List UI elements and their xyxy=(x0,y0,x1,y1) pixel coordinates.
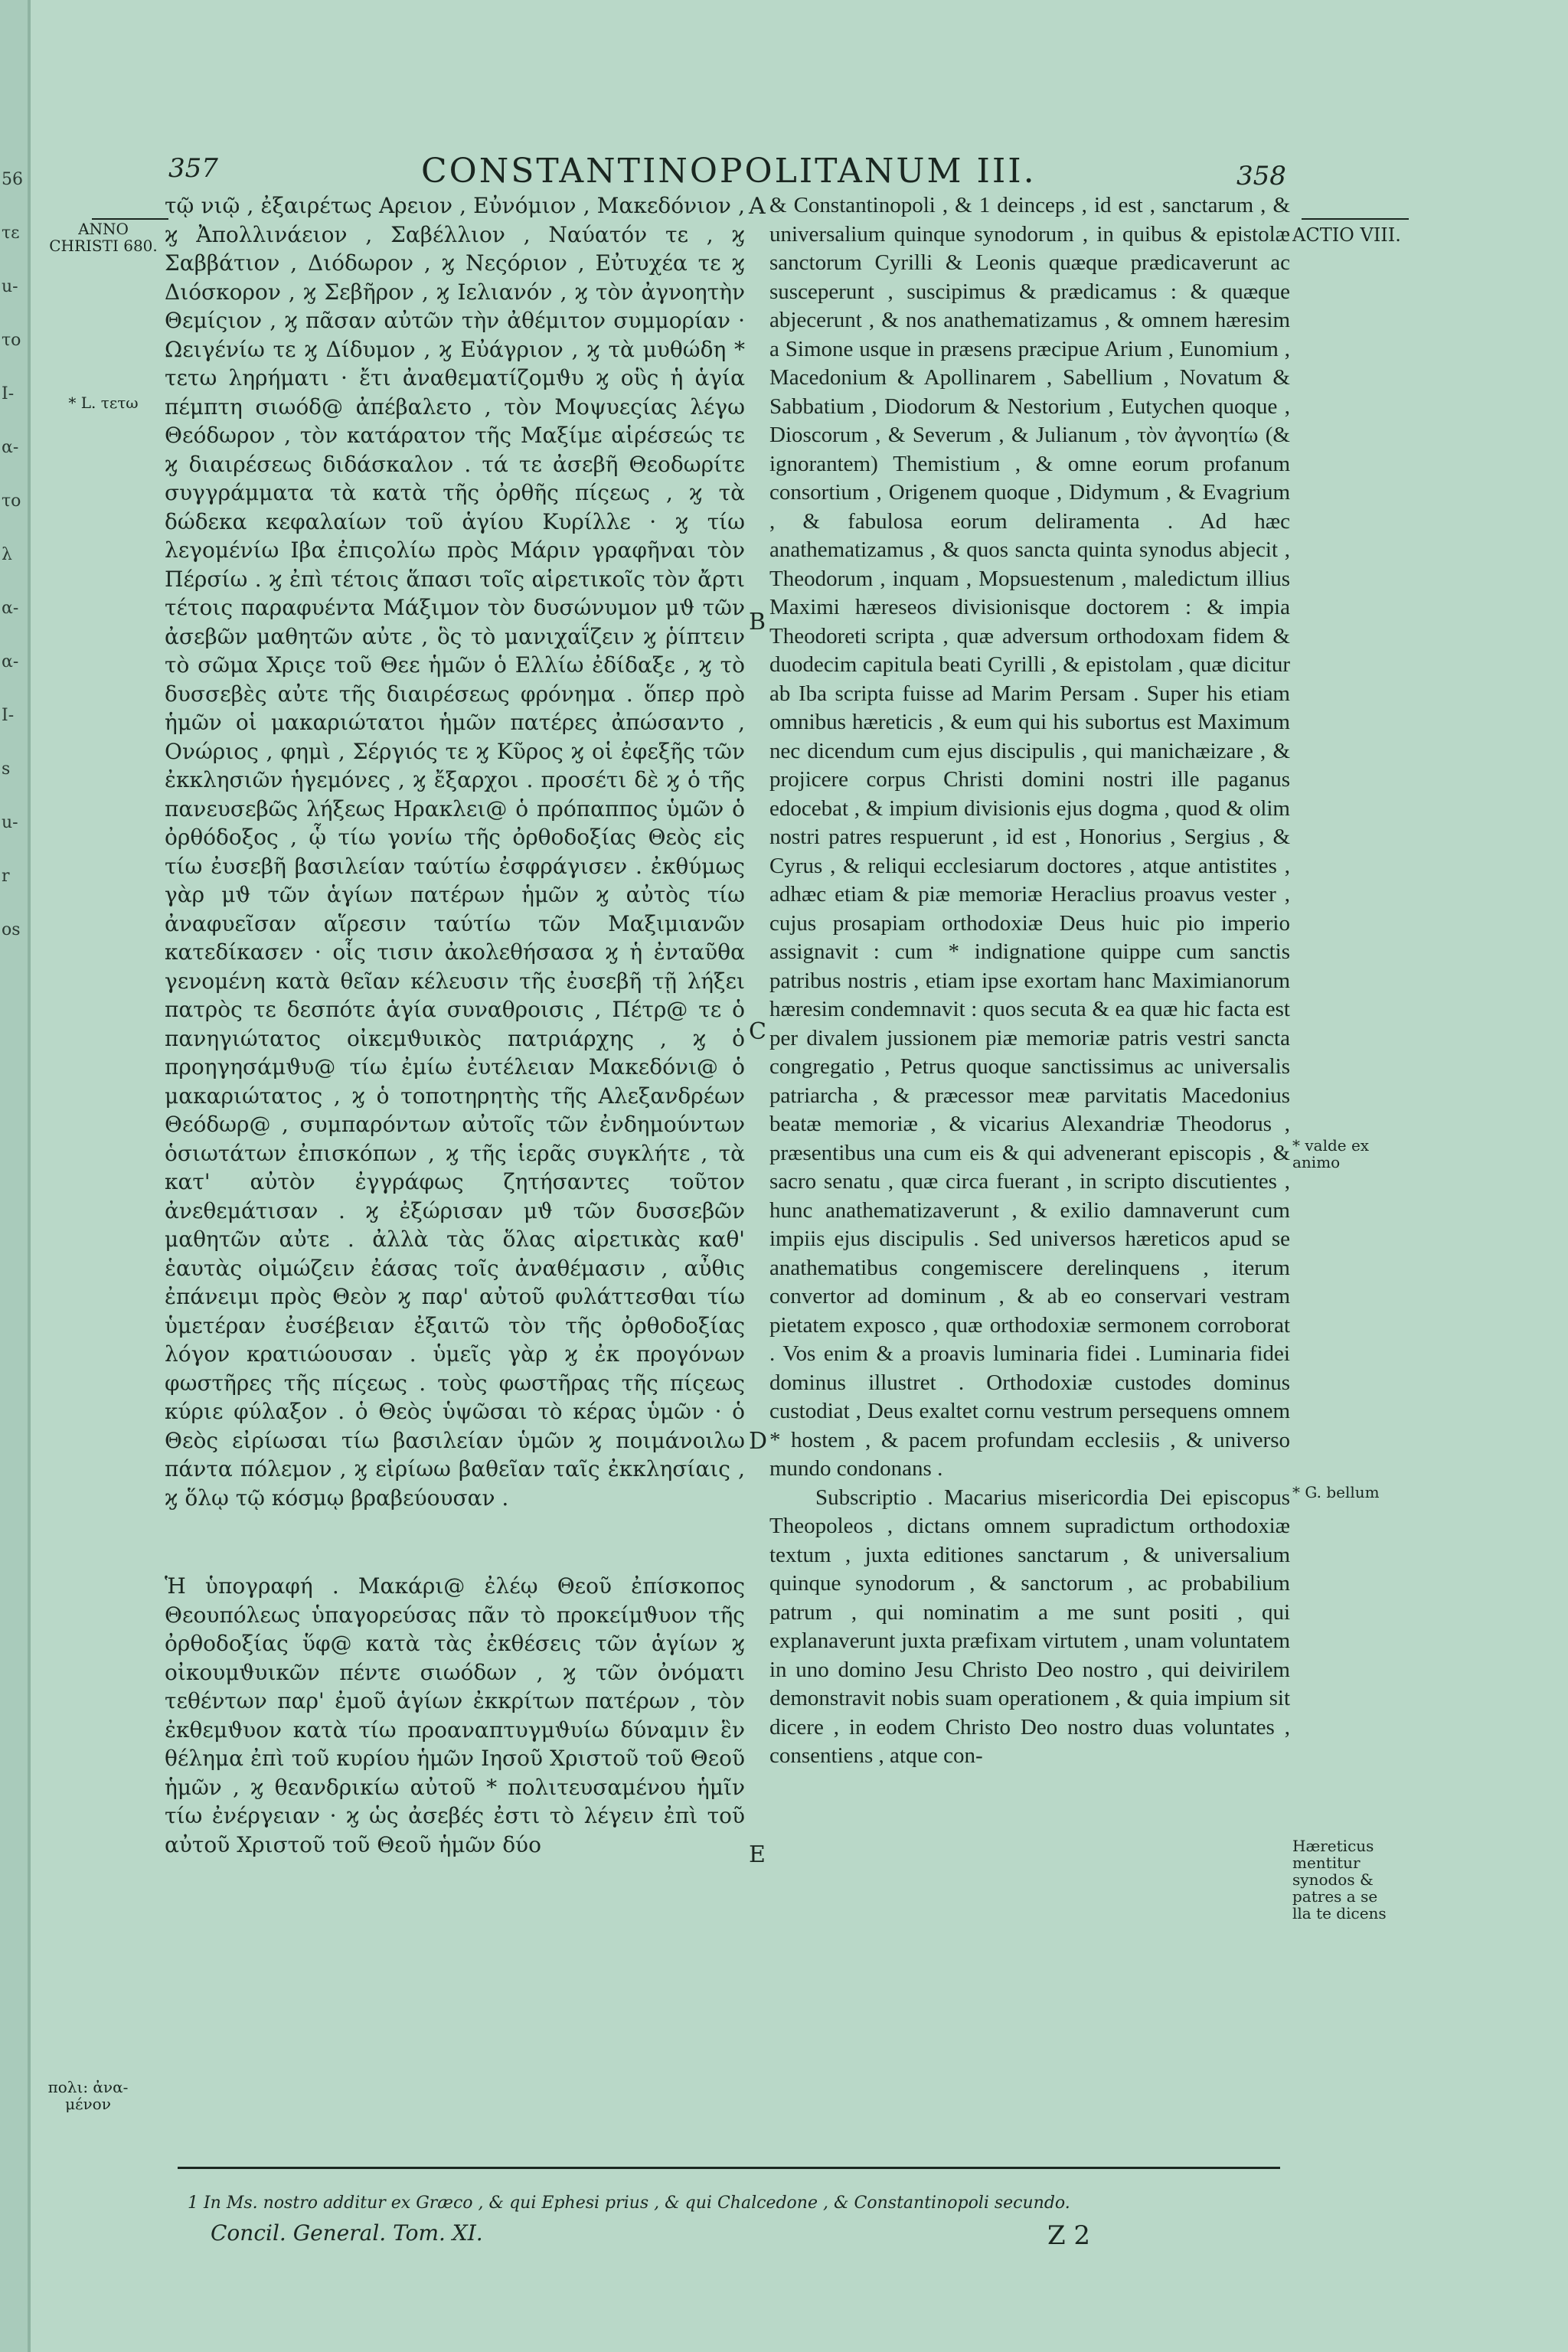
margin-note-greek: πολι: ἀνα-μένον xyxy=(47,2078,129,2113)
margin-note-actio: ACTIO VIII. xyxy=(1292,224,1401,246)
section-letter-e: E xyxy=(749,1841,766,1868)
latin-subscription: Subscriptio . Macarius misericordia Dei episcopus Theopoleos , dictans omnem supradictum orthodoxiæ textum , juxta editiones sanctarum , & universalium quinque synodorum , & sanctorum , ac probabilium patrum , qui nominatim a me sunt positi , qui explanaverunt juxta præfixam virtutem , unam voluntatem in uno domino Jesu Christo Deo nostro , qui deivirilem demonstravit nobis suam operationem , & quia impium sit dicere , in eodem Christo Deo nostro duas voluntates , consentiens , atque con- xyxy=(769,1485,1290,1768)
latin-body-text: & Constantinopoli , & 1 deinceps , id est , sanctarum , & universalium quinque synodorum , in quibus & epistolæ sanctorum Cyrilli & Leonis quæque prædicaverunt ac susceperunt , suscipimus & prædicamus : & quæque abjecerunt , & nos anathematizamus , & omnem hæresim a Simone usque in præsens præcipue Arium , Eunomium , Macedonium & Apollinarem , Sabellium , Novatum & Sabbatium , Diodorum & Nestorium , Eutychen quoque , Dioscorum , & Severum , & Julianum , τὸν ἀγνοητίω (& ignorantem) Themistium , & omne eorum profanum consortium , Origenem quoque , Didymum , & Evagrium , & fabulosa eorum deliramenta . Ad hæc anathematizamus , & quos sancta quinta synodus abjecit , Theodorum , inquam , Mopsuestenum , maledictum illius Maximi hæreseos divisionisque doctorem : & impia Theodoreti scripta , quæ adversum orthodoxam fidem & duodecim capitula beati Cyrilli , & epistolam , quæ dicitur ab Iba scripta fuisse ad Marim Persam . Super his etiam omnibus hæreticis , & eum qui his subortus est Maximum nec dicendum cum ejus discipulis , qui manichæizare , & projicere corpus Christi domini nostri ille paganus edocebat , & impium divisionis ejus dogma , quod & olim nostri patres respuerunt , id est , Honorius , Sergius , & Cyrus , & reliqui ecclesiarum doctores , atque antistites , adhæc etiam & piæ memoriæ Heraclius proavus vester , cujus prosapiam orthodoxiæ Deus huic pio imperio assignavit : cum * indignatione quippe cum sanctis patribus nostris , etiam ipse exortam hanc Maximianorum hæresim condemnavit : quos secuta & ea quæ hic facta est per divalem jussionem piæ memoriæ patris vestri sancta congregatio , Petrus quoque sanctissimus ac universalis patriarcha , & præcessor meæ parvitatis Macedonius beatæ memoriæ , & vicarius Alexandriæ Theodorus , præsentibus una cum eis & qui advenerant episcopis , & sacro senatu , quæ circa fuerant , in scripto discutientes , hunc anathematizaverunt , & exilio damnaverunt cum impiis ejus discipulis . Sed universos hæreticos apud se anathematibus congemiscere derelinquens , iterum convertor ad dominum , & ab eo conservari vestram pietatem exposco , quæ orthodoxiæ sermonem corroborat . Vos enim & a proavis luminaria fidei . Luminaria fidei dominus illustret . Orthodoxiæ custodes dominus custodiat , Deus exaltet cornu vestrum persequens omnem * hostem , & pacem profundam ecclesiis , & universo mundo condonans . xyxy=(769,193,1290,1481)
latin-column xyxy=(769,191,1290,1771)
footnote: 1 In Ms. nostro additur ex Græco , & qui Ephesi prius , & qui Chalcedone , & Constantinopoli secundo. xyxy=(188,2194,1070,2213)
section-letter-d: D xyxy=(749,1428,768,1455)
greek-body-text: τῷ νιῷ , ἐξαιρέτως Αρειον , Εὐνόμιον , Μακεδόνιον , ϗ Ἀπολλινάειον , Σαβέλλιον , Ναύατόν τε , ϗ Σαββάτιον , Διόδωρον , ϗ Νεςόριον , Εὐτυχέα τε ϗ Διόσκορον , ϗ Σεβῆρον , ϗ Ιελιανόν , ϗ τὸν ἀγνοητὴν Θεμίςιον , ϗ πᾶσαν αὐτῶν τὴν ἀθέμιτον συμμορίαν · Ωειγένίω τε ϗ Δίδυμον , ϗ Εὐάγριον , ϗ τὰ μυθώδη * τετω ληρήματι · ἔτι ἀναθεματίζομϑυ ϗ οὓς ἡ ἁγία πέμπτη σιωόδ@ ἀπέβαλετο , τὸν Μοψυεςίας λέγω Θεόδωρον , τὸν κατάρατον τῆς Μαξίμε αἱρέσεώς τε ϗ διαιρέσεως διδάσκαλον . τά τε ἀσεβῆ Θεοδωρίτε συγγράμματα τὰ κατὰ τῆς ὀρθῆς πίςεως , ϗ τὰ δώδεκα κεφαλαίων τοῦ ἁγίου Κυρίλλε · ϗ τίω λεγομένίω Ιβα ἐπιςολίω πρὸς Μάριν γραφῆναι τὸν Πέρσίω . ϗ ἐπὶ τέτοις ἅπασι τοῖς αἱρετικοῖς τὸν ἄρτι τέτοις παραφυέντα Μάξιμον τὸν δυσώνυμον μϑ τῶν ἀσεβῶν μαθητῶν αὐτε , ὃς τὸ μανιχαΐζειν ϗ ῥίπτειν τὸ σῶμα Χριςε τοῦ Θεε ἡμῶν ὁ Ελλίω ἐδίδαξε , ϗ τὸ δυσσεβὲς αὐτε τῆς διαιρέσεως φρόνημα . ὅπερ πρὸ ἡμῶν οἱ μακαριώτατοι ἡμῶν πατέρες ἀπώσαντο , Ονώριος , φημὶ , Σέργιός τε ϗ Κῦρος ϗ οἱ ἐφεξῆς τῶν ἐκκλησιῶν ἡγεμόνες , ϗ ἔξαρχοι . προσέτι δὲ ϗ ὁ τῆς πανευσεβῶς λήξεως Ηρακλει@ ὁ πρόπαππος ὑμῶν ὁ ὀρθόδοξος , ᾧ τίω γονίω τῆς ὀρθοδοξίας Θεὸς εἰς τίω ἐυσεβῆ βασιλείαν ταύτίω ἐσφράγισεν . ἐκθύμως γὰρ μϑ τῶν ἁγίων πατέρων ἡμῶν ϗ αὐτὸς τίω ἀναφυεῖσαν αἵρεσιν ταύτίω τῶν Μαξιμιανῶν κατεδίκασεν · οἷς τισιν ἀκολεθήσασα ϗ ἡ ἐνταῦθα γενομένη κατὰ θεῖαν κέλευσιν τῆς ἐυσεβῆ τῇ λήξει πατρὸς τε δεσπότε ἁγία συναθροισις , Πέτρ@ τε ὁ πανηγιώτατος οἰκεμϑυικὸς πατριάρχης , ϗ ὁ προηγησάμϑυ@ τίω ἐμίω ἐυτέλειαν Μακεδόνι@ ὁ μακαριώτατος , ϗ ὁ τοποτηρητὴς τῆς Αλεξανδρέων Θεόδωρ@ , συμπαρόντων αὐτοῖς τῶν ἐνδημούντων ὁσιωτάτων ἐπισκόπων , ϗ τῆς ἱερᾶς συγκλήτε , τὰ κατ' αὐτὸν ἐγγράφως ζητήσαντες τοῦτον ἀνεθεμάτισαν . ϗ ἐξώρισαν μϑ τῶν δυσσεβῶν μαθητῶν αὐτε . ἀλλὰ τὰς ὅλας αἱρετικὰς καθ' ἑαυτὰς οἰμώζειν ἐάσας τοῖς ἀναθέμασιν , αὖθις ἐπάνειμι πρὸς Θεὸν ϗ παρ' αὐτοῦ φυλάττεσθαι τίω ὑμετέραν ἐυσέβειαν ἐξαιτῶ τὸν τῆς ὀρθοδοξίας λόγον κρατιώουσαν . ὑμεῖς γὰρ ϗ ἐκ προγόνων φωστῆρες τῆς πίςεως . τοὺς φωστῆρας τῆς πίςεως κύριε φύλαξον . ὁ Θεὸς ὑψῶσαι τὸ κέρας ὑμῶν · ὁ Θεὸς εἰρίωσαι τίω βασιλείαν ὑμῶν ϗ ποιμάνοιλω πάντα πόλεμον , ϗ εἰρίωω βαθεῖαν ταῖς ἐκκλησίαις , ϗ ὅλῳ τῷ κόσμῳ βραβεύουσαν . xyxy=(165,193,745,1511)
page-number-right: 358 xyxy=(1236,161,1286,191)
section-letter-b: B xyxy=(749,609,766,635)
footnote-rule xyxy=(178,2167,1280,2169)
greek-subscription: Ἡ ὑπογραφή . Μακάρι@ ἐλέῳ Θεοῦ ἐπίσκοπος Θεουπόλεως ὑπαγορεύσας πᾶν τὸ προκείμϑυον τῆς ὀρθοδοξίας ὕφ@ κατὰ τὰς ἐκθέσεις τῶν ἁγίων ϗ οἰκουμϑυικῶν πέντε σιωόδων , ϗ τῶν ὀνόματι τεθέντων παρ' ἐμοῦ ἁγίων ἐκκρίτων πατέρων , τὸν ἐκθεμϑυον κατὰ τίω προαναπτυγμϑυίω δύναμιν ἓν θέλημα ἐπὶ τοῦ κυρίου ἡμῶν Ιησοῦ Χριστοῦ τοῦ Θεοῦ ἡμῶν , ϗ θεανδρικίω αὐτοῦ * πολιτευσαμένου ἡμῖν τίω ἐνέργειαν · ϗ ὡς ἀσεβές ἐστι τὸ λέγειν ἐπὶ τοῦ αὐτοῦ Χριστοῦ τοῦ Θεοῦ ἡμῶν δύο xyxy=(165,1573,745,1857)
margin-note-valde: * valde ex animo xyxy=(1292,1136,1370,1171)
margin-note-haereticus: Hæreticus mentitur synodos & patres a se lla te dicens xyxy=(1292,1837,1387,1922)
greek-column xyxy=(165,191,745,1859)
signature-mark: Z 2 xyxy=(1047,2220,1091,2251)
gutter-fragment-text: 56 τε u- το Ι- α- το λ α- α- Ι- s u- r os xyxy=(2,170,23,939)
page-edge xyxy=(28,0,31,2352)
section-letter-a: A xyxy=(749,193,766,220)
page-number-left: 357 xyxy=(168,153,218,184)
section-letter-c: C xyxy=(749,1018,766,1045)
running-title: CONSTANTINOPOLITANUM III. xyxy=(421,152,1037,191)
binding-gutter xyxy=(0,0,28,2352)
margin-note-anno: ANNO CHRISTI 680. xyxy=(49,220,158,255)
printer-signature: Concil. General. Tom. XI. xyxy=(211,2220,483,2246)
margin-note-bellum: * G. bellum xyxy=(1292,1483,1380,1501)
margin-note-l: * L. τετω xyxy=(68,394,139,412)
margin-rule-right xyxy=(1302,218,1409,220)
